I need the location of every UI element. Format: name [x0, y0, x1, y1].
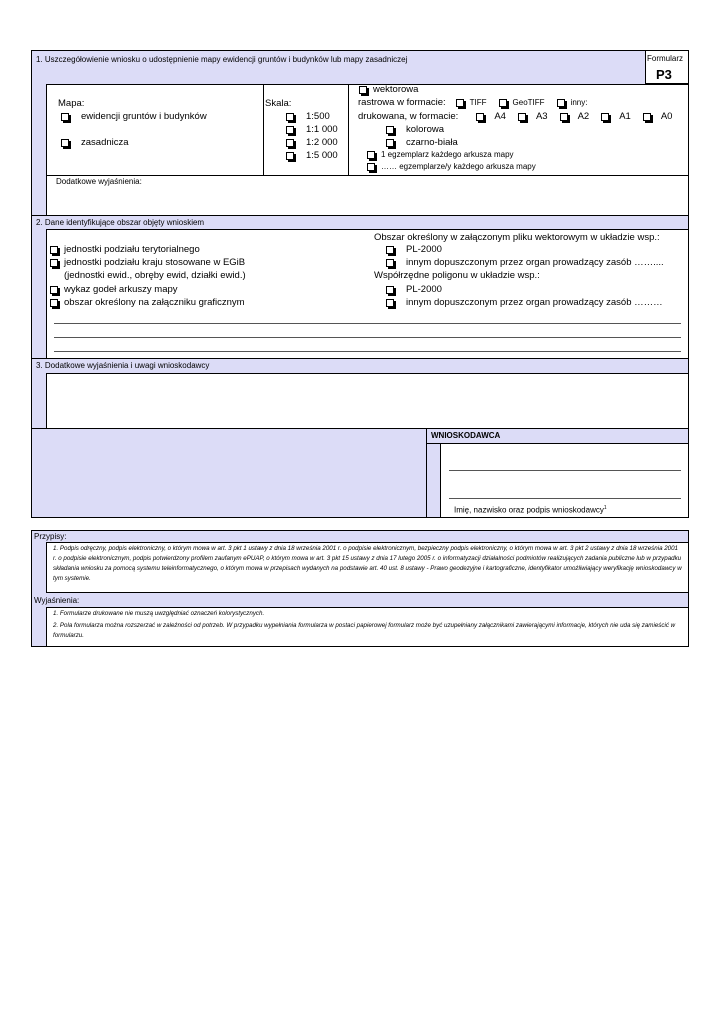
format-raster-row: rastrowa w formacie: TIFF GeoTIFF inny:	[358, 97, 588, 108]
checkbox-tiff[interactable]	[456, 99, 464, 107]
vector-opt-other[interactable]: innym dopuszczonym przez organ prowadzący zasób ……....	[386, 257, 664, 268]
area-left-1[interactable]: jednostki podziału kraju stosowane w EGiB	[50, 257, 245, 268]
area-left-4[interactable]: obszar określony na załączniku graficznym	[50, 297, 245, 308]
fill-line[interactable]	[54, 323, 681, 324]
checkbox[interactable]	[50, 286, 58, 294]
explanations-title: Wyjaśnienia:	[34, 596, 80, 605]
explanation-item: 1. Formularze drukowane nie muszą uwzględniać oznaczeń kolorystycznych.	[53, 610, 265, 617]
vector-opt-pl2000[interactable]: PL-2000	[386, 244, 442, 255]
format-bw[interactable]: czarno-biała	[386, 137, 458, 148]
checkbox-other[interactable]	[557, 99, 565, 107]
scale-label: Skala:	[265, 98, 292, 109]
checkbox[interactable]	[61, 139, 69, 147]
vector-area-label: Obszar określony w załączonym pliku wektorowym w układzie wsp.:	[374, 232, 660, 243]
checkbox-a1[interactable]	[601, 113, 609, 121]
checkbox-a0[interactable]	[643, 113, 651, 121]
checkbox-a3[interactable]	[518, 113, 526, 121]
polygon-opt-pl2000[interactable]: PL-2000	[386, 284, 442, 295]
checkbox[interactable]	[50, 259, 58, 267]
section2-title: 2. Dane identyfikujące obszar objęty wnioskiem	[36, 218, 205, 227]
area-left-3[interactable]: wykaz godeł arkuszy mapy	[50, 284, 178, 295]
explanation-item: 2. Pola formularza można rozszerzać w zależności od potrzeb. W przypadku wypełniania formularza w postaci papierowej formularz może być uzupełniany załącznikami zawierającymi informacje, których nie uda się zamieścić w formularzu.	[53, 622, 676, 639]
format-printed-row: drukowana, w formacie: A4 A3 A2 A1 A0	[358, 111, 673, 122]
checkbox[interactable]	[61, 113, 69, 121]
applicant-title: WNIOSKODAWCA	[431, 431, 501, 440]
signature-line[interactable]	[449, 470, 681, 471]
scale-option-2000[interactable]: 1:2 000	[286, 137, 338, 148]
checkbox-a4[interactable]	[476, 113, 484, 121]
signature-line[interactable]	[449, 498, 681, 499]
checkbox[interactable]	[386, 126, 394, 134]
form-label: Formularz	[647, 54, 684, 63]
checkbox[interactable]	[50, 299, 58, 307]
checkbox[interactable]	[359, 86, 367, 94]
map-label: Mapa:	[58, 98, 85, 109]
scale-option-1000[interactable]: 1:1 000	[286, 124, 338, 135]
polygon-opt-other[interactable]: innym dopuszczonym przez organ prowadzący zasób ………	[386, 297, 663, 308]
checkbox[interactable]	[367, 151, 375, 159]
copies-one[interactable]: 1 egzemplarz każdego arkusza mapy	[367, 150, 514, 159]
checkbox[interactable]	[286, 139, 294, 147]
fill-line[interactable]	[54, 337, 681, 338]
checkbox[interactable]	[386, 139, 394, 147]
polygon-label: Współrzędne poligonu w układzie wsp.:	[374, 270, 540, 281]
checkbox-a2[interactable]	[560, 113, 568, 121]
form-code: P3	[656, 67, 672, 82]
checkbox[interactable]	[286, 126, 294, 134]
applicant-stripe	[427, 443, 441, 517]
checkbox-geotiff[interactable]	[499, 99, 507, 107]
footnotes-title: Przypisy:	[34, 532, 67, 541]
section3-title: 3. Dodatkowe wyjaśnienia i uwagi wnioskodawcy	[36, 361, 210, 370]
format-color[interactable]: kolorowa	[386, 124, 444, 135]
extra-box	[46, 175, 689, 216]
checkbox[interactable]	[50, 246, 58, 254]
checkbox[interactable]	[386, 286, 394, 294]
footnote-item: 1. Podpis odręczny, podpis elektroniczny, o którym mowa w art. 3 pkt 1 ustawy z dnia 18 września 2001 r. o podpisie elektronicznym, bezpieczny podpis elektroniczny, o którym mowa w art. 3 pkt 2 ustawy z dnia 18 września 2001 r. o podpisie elektronicznym, podpis potwierdzony profilem zaufanym ePUAP, o którym mowa w art. 3 pkt 15 ustawy z dnia 17 lutego 2005 r. o informatyzacji działalności podmiotów realizujących zadania publiczne lub w przypadku składania wniosku za pomocą systemu teleinformatycznego, o którym mowa w przepisach wydanych na podstawie art. 40 ust. 8 ustawy - Prawo geodezyjne i kartograficzne, identyfikator umożliwiający weryfikację wnioskodawcy w tym systemie.	[53, 545, 682, 582]
signature-caption: Imię, nazwisko oraz podpis wnioskodawcy$^1$	[454, 505, 607, 515]
checkbox[interactable]	[286, 152, 294, 160]
checkbox[interactable]	[386, 259, 394, 267]
area-left-2: (jednostki ewid., obręby ewid, działki ewid.)	[64, 270, 246, 281]
copies-n[interactable]: …… egzemplarze/y każdego arkusza mapy	[367, 162, 536, 171]
section1-title: 1. Uszczegółowienie wniosku o udostępnienie mapy ewidencji gruntów i budynków lub mapy zasadniczej	[36, 55, 408, 64]
extra-label: Dodatkowe wyjaśnienia:	[56, 177, 142, 186]
scale-option-5000[interactable]: 1:5 000	[286, 150, 338, 161]
checkbox[interactable]	[286, 113, 294, 121]
section3-body[interactable]	[46, 373, 689, 429]
scale-option-500[interactable]: 1:500	[286, 111, 330, 122]
checkbox[interactable]	[386, 246, 394, 254]
checkbox[interactable]	[367, 163, 375, 171]
map-option-egib[interactable]: ewidencji gruntów i budynków	[61, 111, 207, 122]
format-vector[interactable]: wektorowa	[359, 84, 418, 95]
area-left-0[interactable]: jednostki podziału terytorialnego	[50, 244, 200, 255]
map-option-zasadnicza[interactable]: zasadnicza	[61, 137, 129, 148]
checkbox[interactable]	[386, 299, 394, 307]
fill-line[interactable]	[54, 351, 681, 352]
